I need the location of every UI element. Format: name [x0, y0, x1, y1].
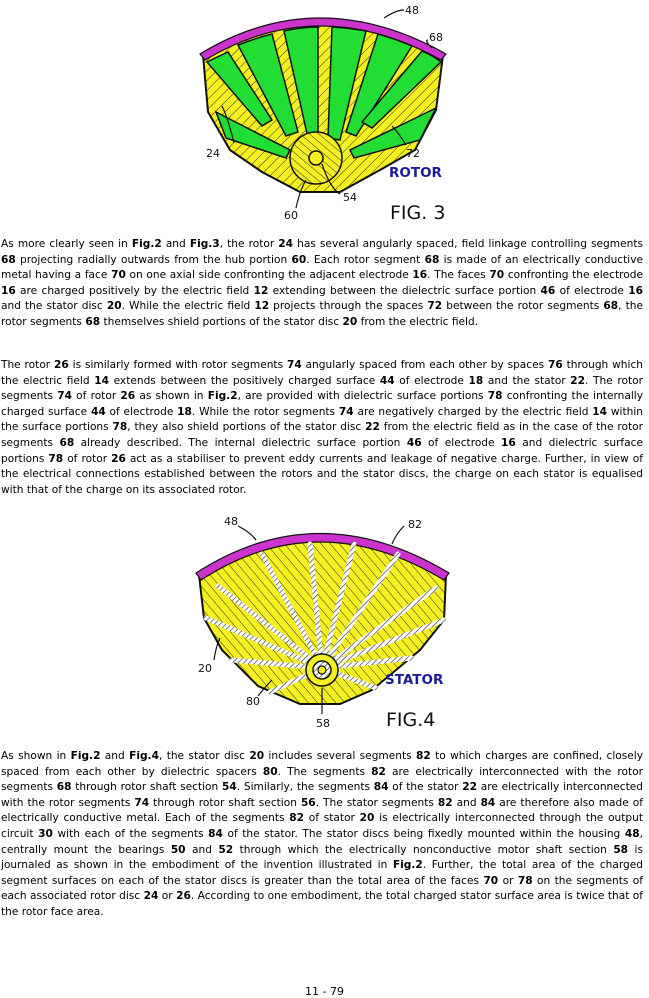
text-run: extending between the dielectric surface portion — [268, 284, 541, 297]
bold-reference: 26 — [111, 452, 126, 465]
bold-reference: 26 — [120, 390, 136, 403]
bold-reference: Fig.2 — [131, 238, 162, 250]
ref-58: 58 — [316, 717, 330, 730]
text-run: . The stator segments — [315, 796, 438, 809]
bold-reference: 74 — [134, 796, 150, 809]
bold-reference: 26 — [54, 359, 69, 371]
bold-reference: 60 — [291, 253, 307, 266]
bold-reference: 14 — [592, 405, 608, 418]
figure-3-caption: ROTOR — [389, 165, 442, 181]
text-run: The rotor — [1, 359, 55, 371]
text-run: . According to one embodiment, the total charged stator surface area is twice that of the rotor face area. — [1, 890, 644, 918]
bold-reference: 74 — [338, 405, 354, 418]
text-run: of the stator. The stator discs being fixedly mounted within the housing — [222, 827, 625, 840]
text-run: confronting the electrode — [504, 269, 643, 282]
text-run: . The segments — [277, 765, 372, 778]
bold-reference: 84 — [480, 796, 496, 809]
text-run: are therefore also made of electrically conductive metal. Each of the segments — [1, 796, 643, 825]
ref-20: 20 — [198, 662, 212, 675]
text-run: . Further, the total area of the charged segment surfaces on each of the stator discs is greater than the total area of the faces — [1, 859, 643, 887]
bold-reference: 16 — [628, 284, 643, 297]
paragraph-1 — [1, 237, 643, 331]
text-run: . The rotor segments — [1, 374, 643, 403]
text-run: , they also shield portions of the stator disc — [127, 421, 366, 434]
figure-3-title: FIG. 3 — [390, 202, 446, 224]
ref-80: 80 — [246, 695, 260, 708]
text-run: and — [185, 843, 219, 856]
text-run: includes several segments — [264, 750, 417, 762]
text-run: of electrode — [394, 374, 469, 387]
text-run: are negatively charged by the electric field — [353, 405, 593, 418]
ref-60: 60 — [284, 209, 298, 222]
bold-reference: 78 — [487, 390, 503, 403]
bold-reference: 22 — [365, 421, 380, 434]
text-run: through which the electric field — [1, 359, 643, 387]
text-run: of stator — [304, 812, 360, 825]
bold-reference: 12 — [254, 300, 270, 313]
ref-68: 68 — [429, 31, 443, 44]
bold-reference: 20 — [359, 812, 375, 825]
text-run: through which the electrically nonconductive motor shaft section — [233, 843, 614, 856]
text-run: through rotor shaft section — [71, 781, 222, 794]
bold-reference: 54 — [222, 781, 237, 794]
text-run: As more clearly seen in — [1, 238, 132, 250]
bold-reference: 84 — [373, 781, 389, 794]
bold-reference: 50 — [170, 843, 186, 856]
text-run: projects through the spaces — [269, 300, 428, 313]
bold-reference: 82 — [371, 765, 386, 778]
text-run: angularly spaced from each other by spaces — [301, 359, 549, 371]
bold-reference: Fig.2 — [392, 859, 423, 872]
bold-reference: 82 — [416, 750, 431, 762]
bold-reference: 68 — [59, 436, 75, 449]
text-run: and — [452, 796, 481, 809]
ref-82: 82 — [408, 518, 422, 531]
text-run: is made of an electrically conductive metal having a face — [1, 253, 643, 282]
text-run: of rotor — [71, 390, 121, 403]
bold-reference: 44 — [90, 405, 106, 418]
ref-54: 54 — [343, 191, 357, 204]
text-run: through rotor shaft section — [149, 796, 301, 809]
text-run: themselves shield portions of the stator disc — [100, 315, 343, 328]
bold-reference: 78 — [48, 452, 64, 465]
bold-reference: Fig.4 — [129, 750, 159, 762]
text-run: of the stator — [388, 781, 463, 794]
bold-reference: 68 — [1, 253, 16, 266]
bold-reference: 20 — [342, 315, 358, 328]
bold-reference: 74 — [286, 359, 302, 371]
text-run: , the rotor segments — [1, 300, 643, 328]
bold-reference: 22 — [570, 374, 586, 387]
paragraph-3 — [1, 749, 643, 921]
text-run: confronting the internally charged surface — [1, 390, 643, 418]
figure-3-rotor — [0, 0, 649, 228]
text-run: are charged positively by the electric field — [15, 284, 254, 297]
text-run: , are provided with dielectric surface portions — [237, 390, 488, 403]
text-run: of rotor — [63, 452, 112, 465]
bold-reference: 30 — [38, 827, 53, 840]
text-run: from the electric field. — [357, 315, 479, 328]
text-run: between the rotor segments — [442, 300, 604, 313]
text-run: and dielectric surface portions — [1, 436, 643, 465]
bold-reference: 24 — [278, 238, 294, 250]
bold-reference: 72 — [427, 300, 443, 313]
bold-reference: 68 — [56, 781, 72, 794]
text-run: as shown in — [135, 390, 208, 403]
ref-24: 24 — [206, 147, 220, 160]
text-run: already described. The internal dielectric surface portion — [74, 436, 407, 449]
text-run: are electrically interconnected with the rotor segments — [1, 765, 643, 794]
figure-4-stator — [0, 510, 649, 740]
bold-reference: 84 — [208, 827, 223, 840]
text-run: of electrode — [421, 436, 502, 449]
bold-reference: 82 — [437, 796, 453, 809]
text-run: has several angularly spaced, field linkage controlling segments — [293, 238, 643, 250]
bold-reference: 74 — [57, 390, 72, 403]
bold-reference: 52 — [218, 843, 234, 856]
figure-4-title: FIG.4 — [386, 709, 436, 731]
text-run: is similarly formed with rotor segments — [68, 359, 287, 371]
text-run: projecting radially outwards from the hub portion — [15, 253, 292, 266]
text-run: and the stator disc — [1, 300, 107, 313]
bold-reference: 76 — [548, 359, 563, 371]
bold-reference: 26 — [176, 890, 191, 903]
bold-reference: 46 — [540, 284, 556, 297]
bold-reference: 16 — [1, 284, 16, 297]
text-run: extends between the positively charged surface — [108, 374, 380, 387]
bold-reference: 14 — [94, 374, 109, 387]
text-run: As shown in — [1, 750, 71, 762]
bold-reference: Fig.3 — [189, 238, 220, 250]
paragraph-2 — [1, 358, 643, 498]
bold-reference: 18 — [177, 405, 192, 418]
bold-reference: 68 — [85, 315, 101, 328]
bold-reference: 70 — [111, 269, 126, 282]
text-run: . While the rotor segments — [191, 405, 339, 418]
text-run: . While the electric field — [121, 300, 255, 313]
bold-reference: Fig.2 — [70, 750, 101, 762]
bold-reference: 16 — [412, 269, 428, 282]
ref-48: 48 — [224, 515, 238, 528]
text-run: on the segments of each associated rotor disc — [1, 874, 644, 903]
bold-reference: 20 — [106, 300, 122, 313]
bold-reference: 20 — [249, 750, 265, 762]
text-run: or — [498, 874, 518, 887]
bold-reference: 80 — [262, 765, 278, 778]
bold-reference: 68 — [603, 300, 619, 313]
rotor-drawing — [0, 0, 649, 228]
bold-reference: 16 — [501, 436, 516, 449]
bold-reference: 78 — [112, 421, 128, 434]
text-run: within the surface portions — [1, 405, 643, 434]
text-run: or — [158, 890, 177, 903]
bold-reference: 56 — [300, 796, 316, 809]
bold-reference: 70 — [489, 269, 505, 282]
bold-reference: 58 — [613, 843, 629, 856]
text-run: and — [100, 750, 130, 762]
bold-reference: 22 — [462, 781, 477, 794]
text-run: . The faces — [427, 269, 490, 282]
bold-reference: 46 — [406, 436, 422, 449]
bold-reference: 24 — [143, 890, 159, 903]
text-run: , the rotor — [219, 238, 279, 250]
bold-reference: 48 — [624, 827, 640, 840]
text-run: , centrally mount the bearings — [1, 827, 643, 856]
figure-4-caption: STATOR — [385, 672, 444, 688]
text-run: of electrode — [555, 284, 629, 297]
text-run: , the stator disc — [158, 750, 250, 762]
text-run: act as a stabiliser to prevent eddy currents and leakage of negative charge. Further, in view of the electrical connections established between the rotors and the stator discs, the charge on each stator is equalised with that of the charge on its associated rotor. — [1, 452, 643, 496]
bold-reference: 68 — [424, 253, 440, 266]
text-run: is journaled as shown in the embodiment of the invention illustrated in — [1, 843, 643, 872]
bold-reference: 82 — [289, 812, 305, 825]
text-run: is electrically interconnected through the output circuit — [1, 812, 644, 840]
text-run: . Each rotor segment — [306, 253, 425, 266]
bold-reference: 18 — [468, 374, 484, 387]
page-number: 11 - 79 — [305, 985, 344, 998]
ref-48: 48 — [405, 4, 419, 17]
bold-reference: Fig.2 — [207, 390, 238, 403]
text-run: on one axial side confronting the adjacent electrode — [125, 269, 413, 282]
bold-reference: 78 — [517, 874, 533, 887]
bold-reference: 12 — [253, 284, 269, 297]
text-run: are electrically interconnected with the rotor segments — [1, 781, 643, 809]
stator-drawing — [0, 510, 649, 740]
bold-reference: 44 — [379, 374, 395, 387]
rotor-shaft — [309, 151, 323, 165]
text-run: . Similarly, the segments — [236, 781, 374, 794]
text-run: of electrode — [105, 405, 178, 418]
bold-reference: 70 — [483, 874, 499, 887]
text-run: from the electric field as in the case of the rotor segments — [1, 421, 644, 449]
text-run: with each of the segments — [52, 827, 209, 840]
ref-72: 72 — [406, 147, 420, 160]
stator-shaft — [318, 666, 326, 674]
text-run: to which charges are confined, closely spaced from each other by dielectric spacers — [1, 750, 644, 778]
text-run: and — [161, 238, 190, 250]
text-run: and the stator — [483, 374, 571, 387]
